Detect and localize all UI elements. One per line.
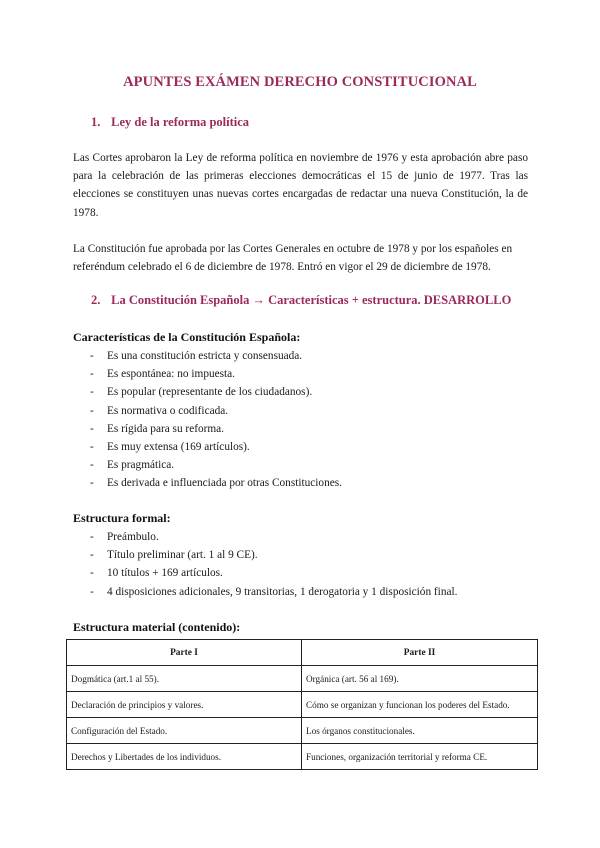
table-cell: Derechos y Libertades de los individuos. <box>67 744 302 770</box>
table-header-cell: Parte II <box>302 640 538 666</box>
table-row <box>67 718 538 744</box>
table-header-row <box>67 640 538 666</box>
list-item: - Es popular (representante de los ciudadanos). <box>90 383 342 401</box>
table-row <box>67 692 538 718</box>
section-1-title: Ley de la reforma política <box>111 115 250 129</box>
list-item: - Es muy extensa (169 artículos). <box>90 438 342 456</box>
document-title: APUNTES EXÁMEN DERECHO CONSTITUCIONAL <box>123 74 477 90</box>
list-item: - Es espontánea: no impuesta. <box>90 365 342 383</box>
section-1-paragraph-2: La Constitución fue aprobada por las Cortes Generales en octubre de 1978 y por los españoles en referéndum celebrado el 6 de diciembre de 1978. Entró en vigor el 29 de diciembre de 1978. <box>73 243 513 274</box>
material-structure-table <box>66 639 538 770</box>
table-cell: Los órganos constitucionales. <box>302 718 538 744</box>
formal-structure-title: Estructura formal: <box>73 511 171 525</box>
list-item: - 10 títulos + 169 artículos. <box>90 564 457 582</box>
table-header-cell: Parte I <box>67 640 302 666</box>
table-cell: Funciones, organización territorial y reforma CE. <box>302 744 538 770</box>
section-1-heading <box>91 115 249 130</box>
list-item: - 4 disposiciones adicionales, 9 transitorias, 1 derogatoria y 1 disposición final. <box>90 583 457 601</box>
section-2-number: 2. <box>91 293 101 307</box>
table-row <box>67 744 538 770</box>
section-2-heading <box>91 293 511 308</box>
list-item: - Título preliminar (art. 1 al 9 CE). <box>90 546 457 564</box>
list-item: - Es rígida para su reforma. <box>90 420 342 438</box>
list-item: - Es normativa o codificada. <box>90 402 342 420</box>
list-item: - Es pragmática. <box>90 456 342 474</box>
list-item: - Es derivada e influenciada por otras Constituciones. <box>90 474 342 492</box>
table-cell: Declaración de principios y valores. <box>67 692 302 718</box>
list-item: - Preámbulo. <box>90 528 457 546</box>
formal-structure-list <box>90 528 457 601</box>
table-cell: Configuración del Estado. <box>67 718 302 744</box>
material-structure-title: Estructura material (contenido): <box>73 620 241 634</box>
table-cell: Dogmática (art.1 al 55). <box>67 666 302 692</box>
table-row <box>67 666 538 692</box>
table-cell: Cómo se organizan y funcionan los poderes del Estado. <box>302 692 538 718</box>
table-cell: Orgánica (art. 56 al 169). <box>302 666 538 692</box>
list-item: - Es una constitución estricta y consensuada. <box>90 347 342 365</box>
section-1-paragraph-1: Las Cortes aprobaron la Ley de reforma política en noviembre de 1976 y esta aprobación abre paso para la celebración de las primeras elecciones democráticas el 15 de junio de 1977. Tras las elecciones se constituyen unas nuevas cortes encargadas de redactar una nueva Constitución, la de 1978. <box>73 152 528 219</box>
characteristics-list <box>90 347 342 493</box>
characteristics-title: Características de la Constitución Española: <box>73 330 301 344</box>
section-2-title: La Constitución Española → Características + estructura. DESARROLLO <box>111 293 512 307</box>
section-1-number: 1. <box>91 115 101 129</box>
